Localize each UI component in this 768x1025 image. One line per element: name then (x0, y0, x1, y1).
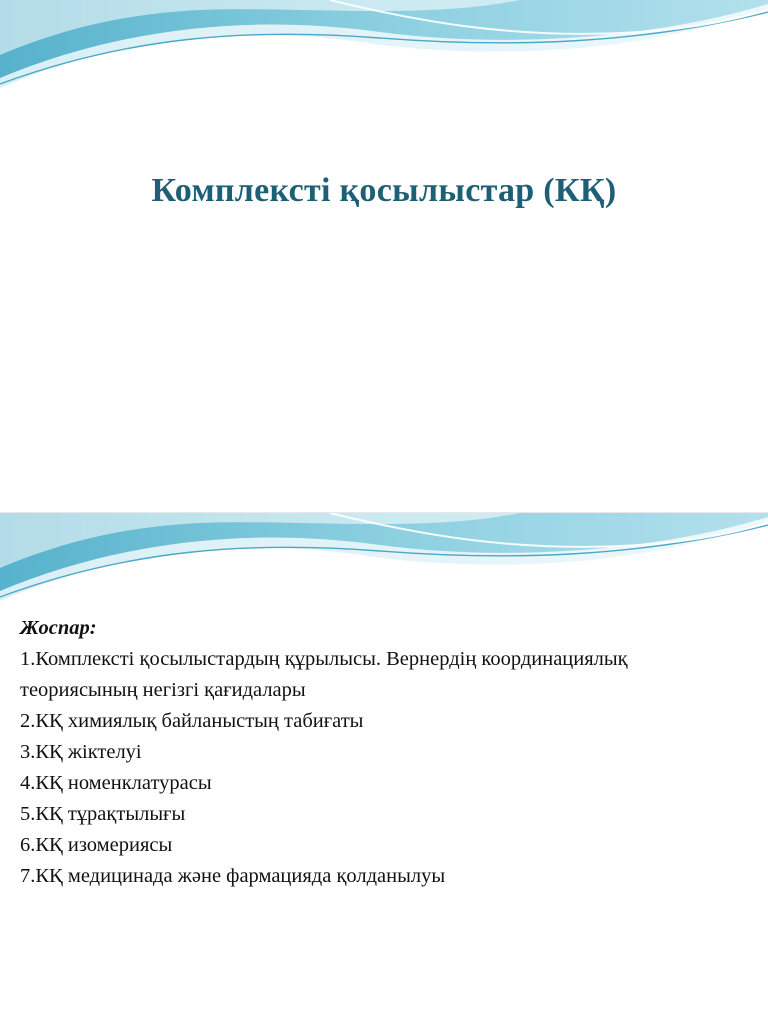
plan-item: 1.Комплексті қосылыстардың құрылысы. Вернердің координациялық теориясының негізгі қағидалары (20, 648, 628, 701)
plan-item: 4.КҚ номенклатурасы (20, 772, 212, 794)
plan-item: 7.КҚ медицинада және фармацияда қолданылуы (20, 865, 446, 887)
plan-item: 2.КҚ химиялық байланыстың табиғаты (20, 710, 364, 732)
plan-item: 3.КҚ жіктелуі (20, 741, 142, 763)
slide-plan (0, 512, 768, 1025)
slide-title-text: Комплексті қосылыстар (КҚ) (151, 172, 617, 209)
plan-content (20, 613, 748, 892)
plan-list (20, 644, 748, 892)
plan-heading: Жоспар: (20, 617, 97, 639)
wave-decoration (0, 0, 768, 110)
plan-item: 5.КҚ тұрақтылығы (20, 803, 186, 825)
plan-item: 6.КҚ изомериясы (20, 834, 173, 856)
wave-decoration (0, 513, 768, 623)
slide-title (0, 0, 768, 512)
